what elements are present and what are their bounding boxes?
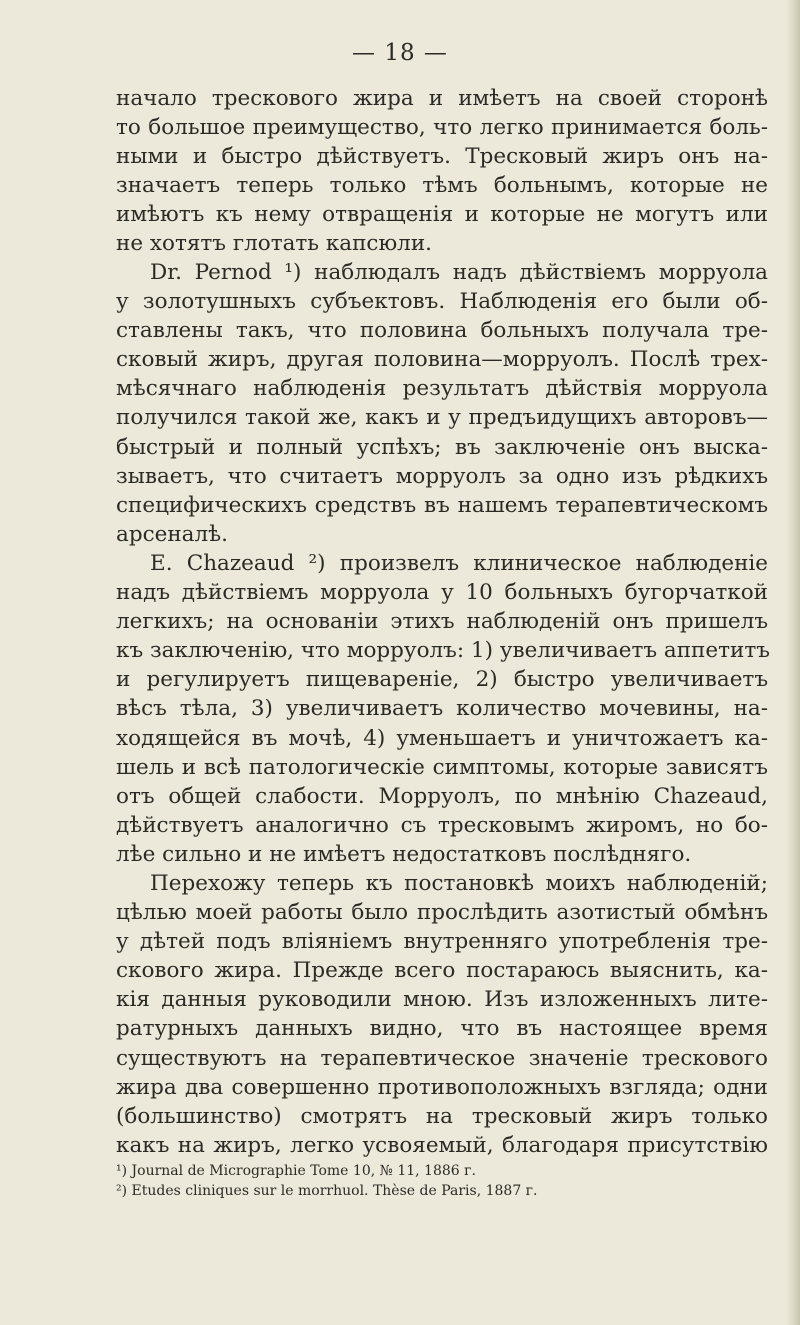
text-line: и регулируетъ пищевареніе, 2) быстро увеличиваетъ <box>116 667 768 693</box>
text-line: ными и быстро дѣйствуетъ. Тресковый жиръ онъ на- <box>116 144 768 170</box>
text-line: начало трескового жира и имѣетъ на своей сторонѣ <box>116 86 768 111</box>
text-line: легкихъ; на основаніи этихъ наблюденій онъ пришелъ <box>116 609 768 635</box>
text-line: вѣсъ тѣла, 3) увеличиваетъ количество мочевины, на- <box>116 696 768 722</box>
text-line: сковый жиръ, другая половина—морруолъ. Послѣ трех- <box>116 347 768 373</box>
text-line: шель и всѣ патологическіе симптомы, которые зависятъ <box>116 754 768 780</box>
footnotes <box>116 1161 768 1201</box>
text-line: то большое преимущество, что легко принимается боль- <box>116 115 768 141</box>
text-line: Перехожу теперь къ постановкѣ моихъ наблюденій; <box>150 871 768 896</box>
text-line: существуютъ на терапевтическое значеніе трескового <box>116 1045 768 1071</box>
text-line: (большинство) смотрятъ на тресковый жиръ только <box>116 1103 768 1129</box>
text-line: Dr. Pernod ¹) наблюдалъ надъ дѣйствіемъ морруола <box>150 260 768 285</box>
text-line: у золотушныхъ субъектовъ. Наблюденія его были об- <box>116 289 768 315</box>
text-line: у дѣтей подъ вліяніемъ внутренняго употребленія тре- <box>116 929 768 955</box>
page-number: — 18 — <box>352 40 448 66</box>
text-line: специфическихъ средствъ въ нашемъ терапевтическомъ <box>116 492 768 518</box>
text-line: арсеналѣ. <box>116 521 228 547</box>
text-line: надъ дѣйствіемъ морруола у 10 больныхъ бугорчаткой <box>116 580 768 606</box>
footnote-1: ¹) Journal de Micrographie Tome 10, № 11, 1886 г. <box>116 1163 476 1179</box>
text-line: не хотятъ глотать капсюли. <box>116 231 433 257</box>
text-line: кія данныя руководили мною. Изъ изложенныхъ лите- <box>116 987 768 1013</box>
text-line: ходящейся въ мочѣ, 4) уменьшаетъ и уничтожаетъ ка- <box>116 725 768 751</box>
text-line: къ заключенію, что морруолъ: 1) увеличиваетъ аппетитъ <box>116 638 770 664</box>
paragraph-1 <box>116 84 768 259</box>
footnote-2: ²) Etudes cliniques sur le morrhuol. Thèse de Paris, 1887 г. <box>116 1183 538 1199</box>
text-line: отъ общей слабости. Морруолъ, по мнѣнію Chazeaud, <box>116 783 768 809</box>
text-line: E. Chazeaud ²) произвелъ клиническое наблюденіе <box>150 551 768 576</box>
text-line: быстрый и полный успѣхъ; въ заключеніе онъ выска- <box>116 434 768 460</box>
text-line: жира два совершенно противоположныхъ взгляда; одни <box>116 1074 768 1100</box>
text-line: мѣсячнаго наблюденія результатъ дѣйствія морруола <box>116 376 768 402</box>
text-line: дѣйствуетъ аналогично съ тресковымъ жиромъ, но бо- <box>116 812 768 838</box>
text-line: цѣлью моей работы было прослѣдить азотистый обмѣнъ <box>116 900 768 926</box>
paragraph-3 <box>116 549 768 869</box>
text-line: имѣютъ къ нему отвращенія и которые не могутъ или <box>116 202 768 228</box>
text-line: ратурныхъ данныхъ видно, что въ настоящее время <box>116 1016 768 1042</box>
text-line: ставлены такъ, что половина больныхъ получала тре- <box>116 318 768 344</box>
text-line: какъ на жиръ, легко усвояемый, благодаря присутствію <box>116 1132 768 1158</box>
text-line: скового жира. Прежде всего постараюсь выяснить, ка- <box>116 958 768 984</box>
paragraph-2 <box>116 258 768 549</box>
text-line: получился такой же, какъ и у предъидущихъ авторовъ— <box>116 405 768 431</box>
page-edge <box>786 0 800 1325</box>
text-line: значаетъ теперь только тѣмъ больнымъ, которые не <box>116 173 768 199</box>
paragraph-4 <box>116 869 768 1160</box>
text-line: лѣе сильно и не имѣетъ недостатковъ послѣдняго. <box>116 841 692 867</box>
text-line: зываетъ, что считаетъ морруолъ за одно изъ рѣдкихъ <box>116 463 768 489</box>
